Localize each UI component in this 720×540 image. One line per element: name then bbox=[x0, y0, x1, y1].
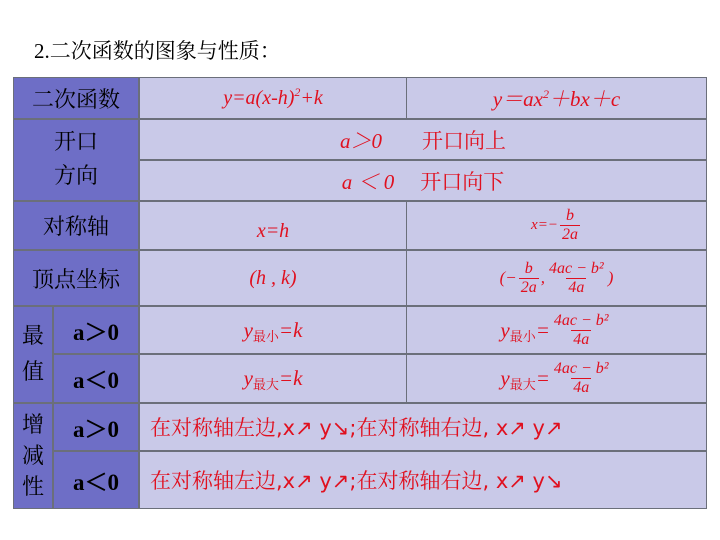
extremum-pos-condition: a＞0 bbox=[73, 319, 119, 345]
monotonic-pos-condition: a＞0 bbox=[73, 416, 119, 442]
max-vertex-form-cell bbox=[139, 354, 407, 403]
label-opening-line1: 开口 bbox=[53, 130, 98, 155]
monotonic-neg-text: 在对称轴左边,x↗ y↗;在对称轴右边, x↗ y↘ bbox=[150, 469, 563, 493]
label-axis bbox=[13, 201, 139, 250]
vertex-x-fraction bbox=[519, 260, 539, 297]
vertex-x-num: b bbox=[524, 259, 533, 277]
general-form-equation bbox=[493, 83, 620, 113]
axis-fraction-num: b bbox=[565, 207, 574, 224]
min-var: y bbox=[243, 317, 253, 342]
min-general-sub: 最小 bbox=[509, 329, 536, 345]
axis-vertex-form-cell bbox=[139, 201, 407, 250]
label-monotonic-line3: 性 bbox=[21, 474, 44, 500]
vertex-open-paren: (− bbox=[499, 268, 517, 287]
vertex-y-den: 4a bbox=[568, 278, 585, 296]
max-general-var: y bbox=[500, 366, 510, 390]
vertex-form-cell bbox=[139, 77, 407, 119]
opening-positive-condition: a＞0 bbox=[340, 128, 382, 153]
min-general-fraction bbox=[552, 312, 611, 349]
vertex-form-exp: 2 bbox=[294, 84, 301, 99]
monotonic-pos-cell bbox=[139, 403, 707, 451]
vertex-form-equation bbox=[223, 84, 323, 110]
label-function bbox=[13, 77, 139, 119]
max-var: y bbox=[243, 366, 253, 390]
vertex-form-post: +k bbox=[300, 86, 323, 109]
vertex-y-num: 4ac − b² bbox=[549, 259, 604, 277]
min-rhs: =k bbox=[278, 317, 303, 342]
label-extremum-line2: 值 bbox=[21, 359, 44, 385]
vertex-close-paren: ) bbox=[607, 268, 614, 287]
extremum-neg-condition: a＜0 bbox=[73, 368, 119, 393]
label-axis-text: 对称轴 bbox=[42, 215, 109, 240]
vertex-general-form-cell bbox=[406, 250, 707, 306]
max-sub: 最大 bbox=[252, 378, 279, 393]
monotonic-neg-cell bbox=[139, 451, 707, 509]
vertex-x-den: 2a bbox=[520, 278, 537, 296]
label-extremum-line1: 最 bbox=[21, 323, 44, 349]
max-rhs: =k bbox=[278, 366, 303, 390]
heading-number: 2. bbox=[34, 39, 50, 63]
general-form-pre: y＝ax bbox=[492, 87, 543, 111]
extremum-pos-condition-cell bbox=[53, 306, 139, 354]
max-general-fraction bbox=[552, 360, 611, 397]
monotonic-pos-condition-cell bbox=[53, 403, 139, 451]
axis-vertex-form: x=h bbox=[256, 220, 290, 242]
min-vertex-form-cell bbox=[139, 306, 407, 354]
opening-positive-cell bbox=[139, 119, 707, 160]
monotonic-pos-text: 在对称轴左边,x↗ y↘;在对称轴右边, x↗ y↗ bbox=[150, 416, 563, 440]
general-form-post: ＋bx＋c bbox=[549, 87, 621, 111]
label-monotonic-line1: 增 bbox=[21, 412, 44, 438]
heading-text: 二次函数的图象与性质： bbox=[49, 39, 281, 63]
general-form-cell bbox=[406, 77, 707, 119]
vertex-form-pre: y=a(x-h) bbox=[223, 86, 295, 109]
max-general-form-cell bbox=[406, 354, 707, 403]
monotonic-neg-condition-cell bbox=[53, 451, 139, 509]
axis-fraction-den: 2a bbox=[561, 226, 578, 243]
vertex-comma: , bbox=[540, 268, 545, 287]
min-general-num: 4ac − b² bbox=[553, 311, 609, 329]
label-extremum bbox=[13, 306, 53, 403]
vertex-y-fraction bbox=[547, 260, 606, 297]
label-function-text: 二次函数 bbox=[31, 87, 120, 113]
general-form-exp: 2 bbox=[543, 87, 549, 101]
max-general-eq: = bbox=[535, 366, 550, 390]
label-vertex-text: 顶点坐标 bbox=[31, 267, 120, 293]
max-general-den: 4a bbox=[573, 379, 590, 396]
axis-general-lhs: x=− bbox=[531, 217, 558, 233]
label-opening bbox=[13, 119, 139, 201]
opening-negative-condition: a ＜ 0 bbox=[341, 169, 395, 194]
axis-general-form-cell bbox=[406, 201, 707, 250]
label-vertex bbox=[13, 250, 139, 306]
extremum-neg-condition-cell bbox=[53, 354, 139, 403]
min-general-var: y bbox=[500, 317, 510, 342]
opening-negative-cell bbox=[139, 160, 707, 201]
min-general-den: 4a bbox=[573, 330, 590, 348]
min-general-eq: = bbox=[535, 317, 550, 342]
opening-negative-text: 开口向下 bbox=[420, 169, 505, 194]
label-monotonic bbox=[13, 403, 53, 509]
min-general-form-cell bbox=[406, 306, 707, 354]
opening-positive-text: 开口向上 bbox=[422, 128, 506, 153]
label-opening-line2: 方向 bbox=[53, 164, 98, 189]
vertex-vertex-form: (h , k) bbox=[249, 266, 297, 289]
min-sub: 最小 bbox=[252, 329, 279, 345]
label-monotonic-line2: 减 bbox=[21, 443, 44, 469]
monotonic-neg-condition: a＜0 bbox=[73, 469, 119, 495]
vertex-vertex-form-cell bbox=[139, 250, 407, 306]
max-general-sub: 最大 bbox=[509, 378, 536, 393]
axis-fraction bbox=[560, 207, 580, 244]
max-general-num: 4ac − b² bbox=[553, 360, 609, 377]
